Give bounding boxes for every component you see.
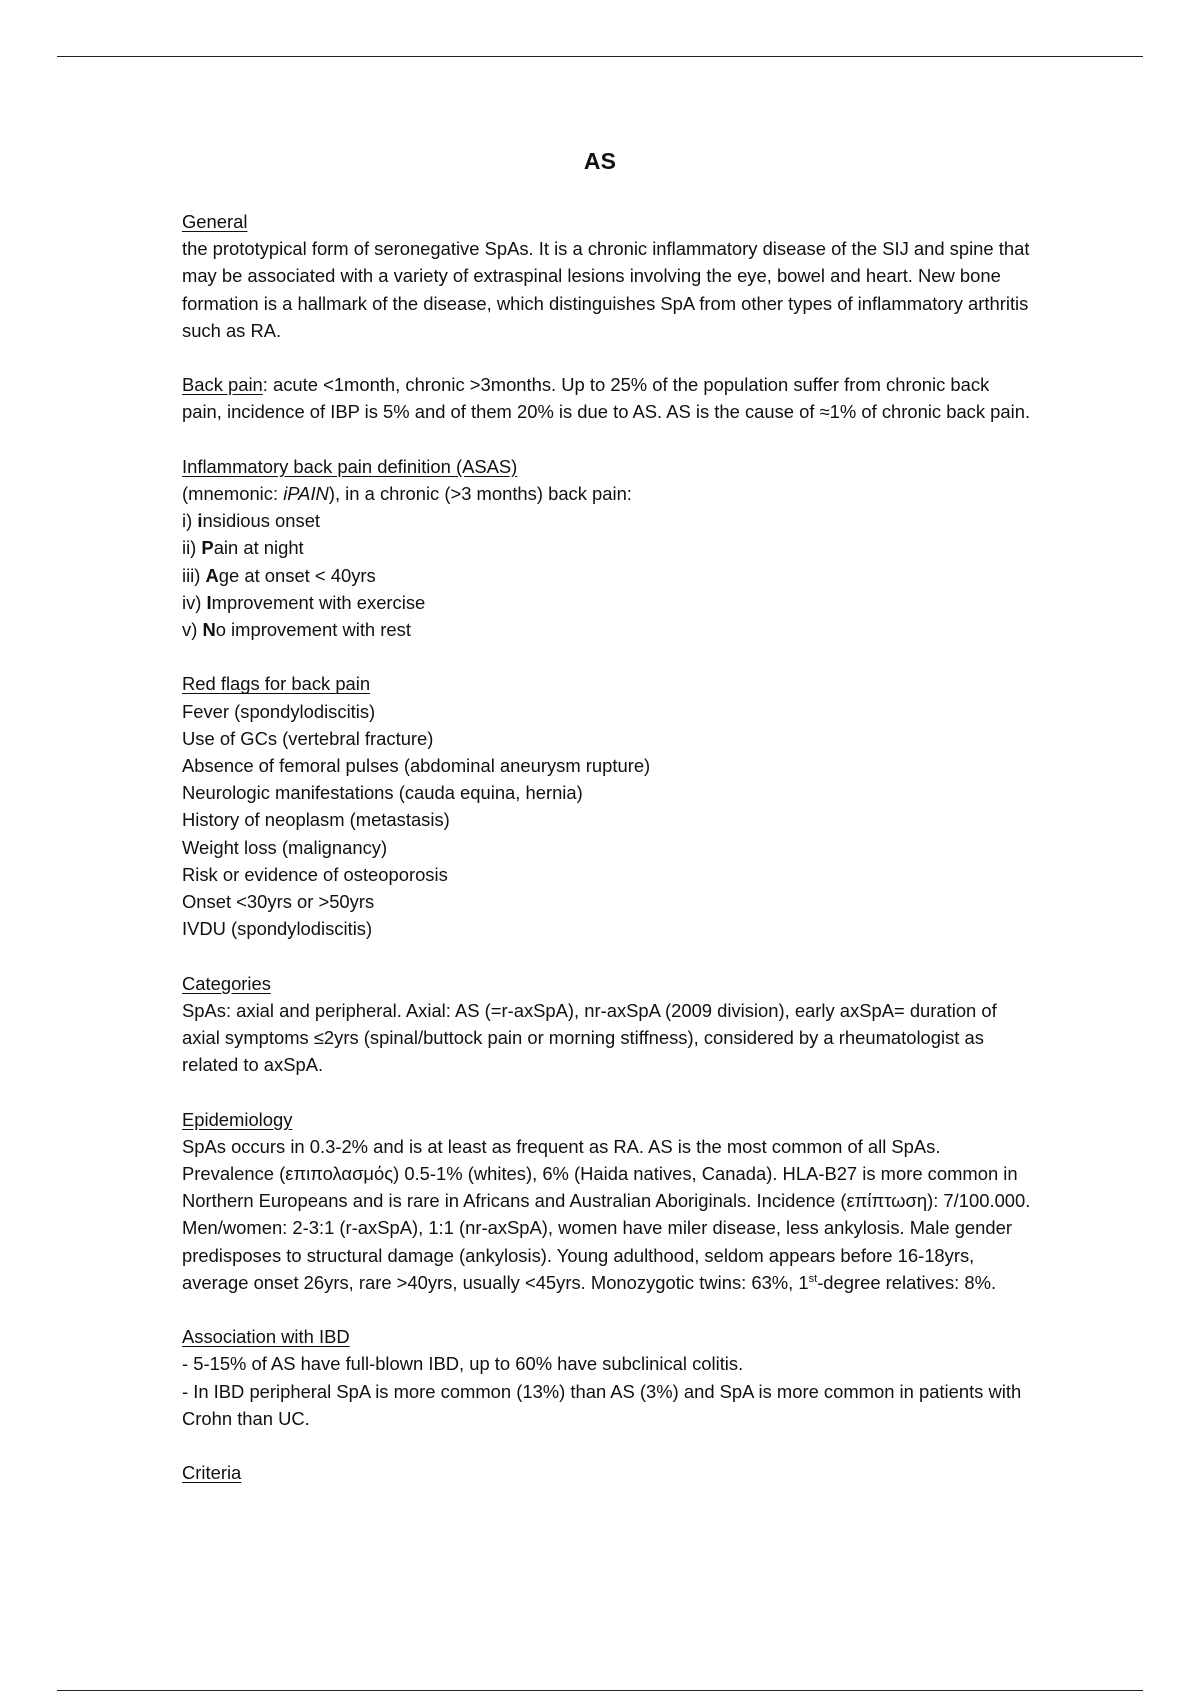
ordinal-superscript: st (808, 1272, 818, 1285)
section-heading-criteria: Criteria (182, 1462, 242, 1484)
red-flag-item: IVDU (spondylodiscitis) (182, 918, 373, 940)
categories-text: SpAs: axial and peripheral. Axial: AS (=r-axSpA), nr-axSpA (2009 division), early axSpA= duration of axial symptoms ≤2yrs (spinal/buttock pain or morning stiffness), considered by a rheumatologist as related to axSpA. (182, 999, 997, 1076)
section-back-pain (182, 371, 1032, 425)
ibp-item: iv) Improvement with exercise (182, 591, 426, 613)
back-pain-paragraph (182, 371, 1032, 425)
red-flag-item: Fever (spondylodiscitis) (182, 700, 376, 722)
section-heading-ibd: Association with IBD (182, 1326, 350, 1348)
bottom-rule (57, 1690, 1143, 1691)
ibd-item: - In IBD peripheral SpA is more common (13%) than AS (3%) and SpA is more common in patients with Crohn than UC. (182, 1380, 1022, 1429)
page-title: AS (583, 148, 617, 174)
general-text: the prototypical form of seronegative SpAs. It is a chronic inflammatory disease of the SIJ and spine that may be associated with a variety of extraspinal lesions involving the eye, bowel and heart. New bone formation is a hallmark of the disease, which distinguishes SpA from other types of inflammatory arthritis such as RA. (182, 238, 1030, 341)
section-red-flags (182, 670, 1032, 942)
section-ibd (182, 1323, 1032, 1432)
section-heading-back-pain: Back pain (182, 374, 263, 396)
epidemiology-text (182, 1133, 1032, 1296)
section-heading-categories: Categories (182, 972, 271, 994)
section-heading-epidemiology: Epidemiology (182, 1108, 293, 1130)
ibp-item: iii) Age at onset < 40yrs (182, 564, 376, 586)
red-flag-item: Absence of femoral pulses (abdominal aneurysm rupture) (182, 755, 651, 777)
red-flag-item: Use of GCs (vertebral fracture) (182, 727, 434, 749)
section-heading-ibp-definition: Inflammatory back pain definition (ASAS) (182, 455, 518, 477)
section-heading-red-flags: Red flags for back pain (182, 673, 371, 695)
ibp-intro (182, 480, 1032, 507)
ibd-item: - 5-15% of AS have full-blown IBD, up to 60% have subclinical colitis. (182, 1353, 744, 1375)
ibp-mnemonic: iPAIN (283, 483, 329, 504)
ibp-intro-suffix: ), in a chronic (>3 months) back pain: (328, 483, 632, 504)
red-flag-item: Neurologic manifestations (cauda equina, hernia) (182, 782, 583, 804)
red-flag-item: Weight loss (malignancy) (182, 836, 388, 858)
ibp-intro-prefix: (mnemonic: (182, 483, 284, 504)
section-heading-general: General (182, 211, 248, 232)
section-criteria (182, 1459, 1032, 1486)
section-categories (182, 970, 1032, 1079)
red-flag-item: History of neoplasm (metastasis) (182, 809, 450, 831)
red-flag-item: Onset <30yrs or >50yrs (182, 891, 375, 913)
ibp-item: i) insidious onset (182, 510, 321, 532)
document-body (182, 208, 1032, 1514)
section-ibp-definition (182, 453, 1032, 643)
section-general (182, 208, 1032, 344)
ibp-item: v) No improvement with rest (182, 619, 411, 641)
top-rule (57, 56, 1143, 57)
section-epidemiology (182, 1106, 1032, 1296)
red-flag-item: Risk or evidence of osteoporosis (182, 863, 448, 885)
epidemiology-main: SpAs occurs in 0.3-2% and is at least as frequent as RA. AS is the most common of all SpAs. Prevalence (επιπολασμός) 0.5-1% (whites), 6% (Haida natives, Canada). HLA-B27 is more common in Northern Europeans and is rare in Africans and Australian Aboriginals. Incidence (επίπτωση): 7/100.000. Men/women: 2-3:1 (r-axSpA), 1:1 (nr-axSpA), women have miler disease, less ankylosis. Male gender predisposes to structural damage (ankylosis). Young adulthood, seldom appears before 16-18yrs, average onset 26yrs, rare >40yrs, usually <45yrs. Monozygotic twins: 63%, 1 (182, 1135, 1031, 1293)
ibp-item: ii) Pain at night (182, 537, 304, 559)
back-pain-text: : acute <1month, chronic >3months. Up to 25% of the population suffer from chronic back pain, incidence of IBP is 5% and of them 20% is due to AS. AS is the cause of ≈1% of chronic back pain. (182, 374, 1031, 423)
epidemiology-end: -degree relatives: 8%. (817, 1271, 997, 1293)
